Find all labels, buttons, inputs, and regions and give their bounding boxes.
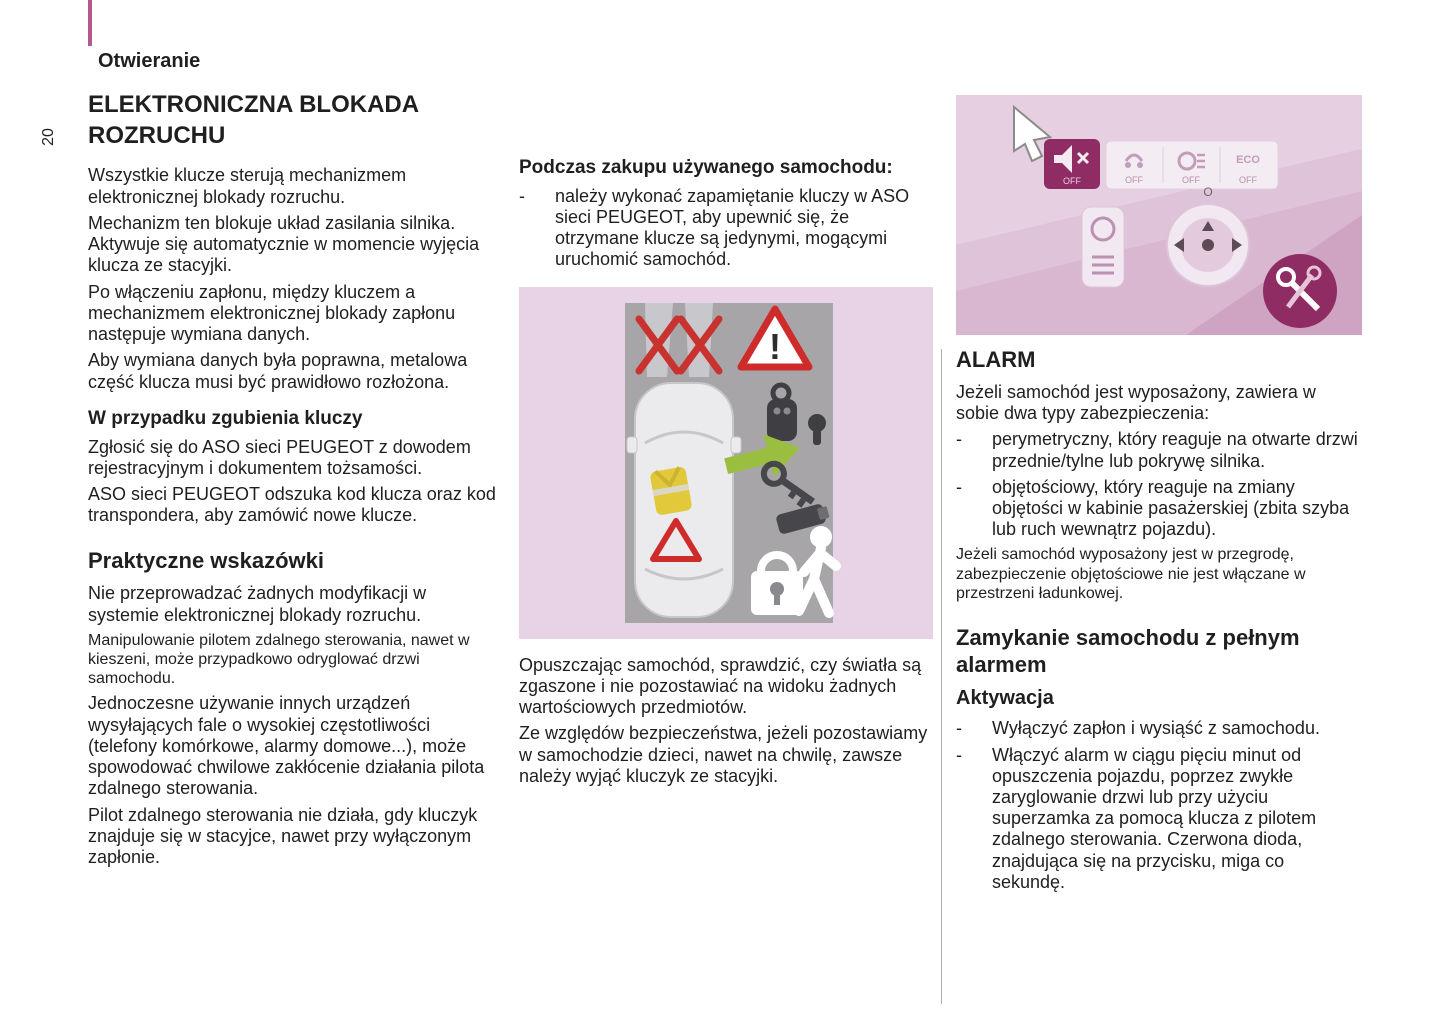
dashboard-button-strip bbox=[1106, 141, 1278, 189]
list-item-text: należy wykonać zapamiętanie kluczy w ASO sieci PEUGEOT, aby upewnić się, że otrzymane klucze są jedynymi, mogącymi uruchomić samochód. bbox=[555, 185, 910, 270]
svg-text:OFF: OFF bbox=[1182, 175, 1200, 185]
paragraph: Zgłosić się do ASO sieci PEUGEOT z dowodem rejestracyjnym i dokumentem tożsamości. bbox=[88, 436, 471, 478]
list-item bbox=[956, 745, 1362, 894]
paragraph: Jeżeli samochód wyposażony jest w przegrodę, zabezpieczenie objętościowe nie jest włączane w przestrzeni ładunkowej. bbox=[956, 546, 1306, 602]
headlight-control bbox=[1082, 207, 1124, 287]
column-divider bbox=[941, 349, 942, 1004]
speaker-off-button bbox=[1044, 139, 1100, 189]
bullet-dash: - bbox=[956, 476, 962, 497]
paragraph: Aby wymiana danych była poprawna, metalowa część klucza musi być prawidłowo rozłożona. bbox=[88, 350, 468, 392]
dashboard-illustration bbox=[956, 95, 1362, 335]
list-item bbox=[956, 477, 1362, 541]
list-item bbox=[956, 718, 1362, 739]
heading-practical-tips: Praktyczne wskazówki bbox=[88, 548, 325, 574]
bullet-dash: - bbox=[956, 429, 962, 450]
svg-text:!: ! bbox=[769, 325, 781, 367]
paragraph: Jednoczesne używanie innych urządzeń wysyłających fale o wysokiej częstotliwości (telefony komórkowe, alarmy domowe...), może spowodować chwilowe zakłócenie działania pilota zdalnego sterowania. bbox=[88, 693, 485, 799]
paragraph: Ze względów bezpieczeństwa, jeżeli pozostawiamy w samochodzie dzieci, nawet na chwilę, zawsze należy wyjąć kluczyk ze stacyjki. bbox=[519, 723, 928, 786]
bullet-dash: - bbox=[956, 718, 962, 739]
security-illustration bbox=[519, 287, 933, 639]
heading-locking-with-alarm: Zamykanie samochodu z pełnym alarmem bbox=[956, 625, 1300, 677]
safety-vest-icon bbox=[649, 466, 692, 516]
header-accent-bar bbox=[88, 0, 92, 46]
column-immobilizer bbox=[88, 90, 500, 873]
paragraph: Po włączeniu zapłonu, między kluczem a mechanizmem elektronicznej blokady zapłonu następuje wymiana danych. bbox=[88, 281, 456, 345]
svg-text:OFF: OFF bbox=[1063, 176, 1081, 186]
heading-lost-keys: W przypadku zgubienia kluczy bbox=[88, 407, 363, 429]
list-item-text: objętościowy, który reaguje na zmiany objętości w kabinie pasażerskiej (zbita szyba lub ruch wewnątrz pojazdu). bbox=[992, 476, 1350, 540]
heading-activation: Aktywacja bbox=[956, 686, 1054, 709]
paragraph: Pilot zdalnego sterowania nie działa, gdy kluczyk znajduje się w stacyjce, nawet przy wyłączonym zapłonie. bbox=[88, 804, 478, 867]
heading-alarm: ALARM bbox=[956, 347, 1036, 372]
paragraph: Manipulowanie pilotem zdalnego sterowania, nawet w kieszeni, może przypadkowo odryglować drzwi samochodu. bbox=[88, 631, 470, 688]
paragraph: Nie przeprowadzać żadnych modyfikacji w systemie elektronicznej blokady rozruchu. bbox=[88, 583, 427, 625]
column-alarm bbox=[956, 95, 1362, 898]
list-item bbox=[519, 186, 933, 271]
list-item bbox=[956, 429, 1362, 471]
section-title: Otwieranie bbox=[98, 50, 201, 72]
bullet-dash: - bbox=[956, 744, 962, 765]
paragraph: Wszystkie klucze sterują mechanizmem elektronicznej blokady rozruchu. bbox=[88, 165, 407, 207]
paragraph: Jeżeli samochód jest wyposażony, zawiera w sobie dwa typy zabezpieczenia: bbox=[956, 381, 1316, 424]
svg-text:OFF: OFF bbox=[1239, 175, 1257, 185]
column-used-car bbox=[519, 156, 933, 792]
list-item-text: Wyłączyć zapłon i wysiąść z samochodu. bbox=[992, 718, 1320, 739]
key-service-icon bbox=[1263, 254, 1337, 328]
svg-text:ECO: ECO bbox=[1236, 154, 1260, 166]
page-number: 20 bbox=[39, 128, 57, 146]
heading-immobilizer: ELEKTRONICZNA BLOKADA ROZRUCHU bbox=[88, 91, 419, 149]
list-item-text: Włączyć alarm w ciągu pięciu minut od opuszczenia pojazdu, poprzez zwykłe zaryglowanie drzwi lub przy użyciu superzamka za pomocą klucza z pilotem zdalnego sterowania. Czerwona dioda, znajdująca się na przycisku, miga co sekundę. bbox=[992, 744, 1317, 892]
list-item-text: perymetryczny, który reaguje na otwarte drzwi przednie/tylne lub pokrywę silnika. bbox=[992, 429, 1358, 471]
heading-used-car: Podczas zakupu używanego samochodu: bbox=[519, 157, 893, 178]
bullet-dash: - bbox=[519, 185, 525, 206]
svg-text:O: O bbox=[1203, 185, 1213, 199]
svg-text:OFF: OFF bbox=[1125, 175, 1143, 185]
paragraph: Mechanizm ten blokuje układ zasilania silnika. Aktywuje się automatycznie w momencie wyjęcia klucza ze stacyjki. bbox=[88, 212, 480, 276]
paragraph: Opuszczając samochód, sprawdzić, czy światła są zgaszone i nie pozostawiać na widoku żadnych wartościowych przedmiotów. bbox=[519, 654, 922, 718]
paragraph: ASO sieci PEUGEOT odszuka kod klucza oraz kod transpondera, aby zamówić nowe klucze. bbox=[88, 484, 496, 526]
